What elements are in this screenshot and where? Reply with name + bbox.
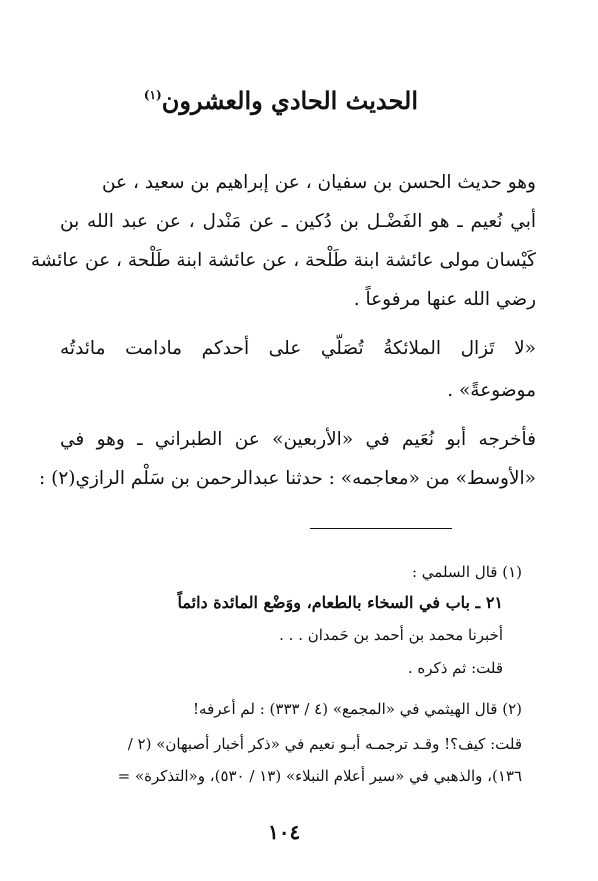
footnote-line-6: قلت: كيف؟! وقـد ترجمـه أبـو نعيم في «ذكر أخبار أصبهان» (٢ / bbox=[127, 735, 522, 753]
body-line-2: أبي نُعيم ـ هو الفَضْـل بن دُكين ـ عن مَنْدل ، عن عبد الله بن bbox=[60, 211, 536, 232]
footnote-line-3: أخبرنا محمد بن أحمد بن حَمدان . . . bbox=[279, 626, 503, 644]
title-text: الحديث الحادي والعشرون bbox=[161, 86, 418, 115]
body-line-5: «لا تَزال الملائكةُ تُصَلّي على أحدكم مادامت مائدتُه bbox=[60, 338, 536, 359]
body-line-7: فأخرجه أبو نُعَيم في «الأربعين» عن الطبراني ـ وهو في bbox=[60, 429, 536, 450]
footnote-separator bbox=[310, 528, 452, 529]
title-footnote-marker: (١) bbox=[143, 88, 162, 102]
footnote-line-7: ١٣٦)، والذهبي في «سير أعلام النبلاء» (١٣ / ٥٣٠)، و«التذكرة» = bbox=[117, 767, 522, 785]
footnote-line-4: قلت: ثم ذكره . bbox=[407, 659, 503, 677]
body-line-8: «الأوسط» من «معاجمه» : حدثنا عبدالرحمن بن سَلْم الرازي(٢) : bbox=[38, 468, 536, 489]
body-line-3: كَيْسان مولى عائشة ابنة طَلْحة ، عن عائشة ابنة طَلْحة ، عن عائشة bbox=[30, 250, 536, 271]
footnote-line-2: ٢١ ـ باب في السخاء بالطعام، ووَضْع المائدة دائماً bbox=[177, 593, 503, 612]
body-line-1: وهو حديث الحسن بن سفيان ، عن إبراهيم بن سعيد ، عن bbox=[101, 172, 536, 193]
footnote-line-5: (٢) قال الهيثمي في «المجمع» (٤ / ٣٣٣) : لم أعرفه! bbox=[193, 700, 522, 718]
page-number: ١٠٤ bbox=[268, 820, 301, 844]
body-line-4: رضي الله عنها مرفوعاً . bbox=[353, 289, 536, 310]
body-line-6: موضوعةً» . bbox=[447, 380, 536, 401]
chapter-title bbox=[144, 86, 418, 115]
footnote-line-1: (١) قال السلمي : bbox=[411, 563, 522, 581]
